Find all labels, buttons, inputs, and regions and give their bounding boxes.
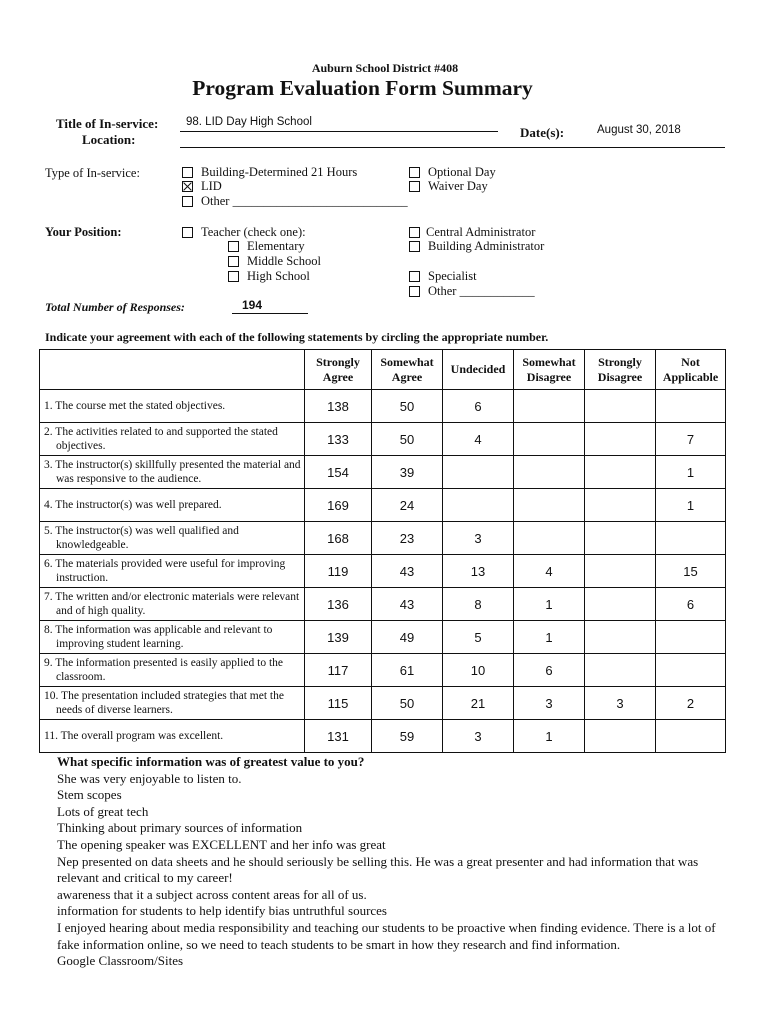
header-strongly-disagree: Strongly Disagree (585, 350, 656, 390)
page-title: Program Evaluation Form Summary (192, 76, 533, 100)
position-label: Your Position: (45, 225, 122, 239)
rating-cell: 7 (656, 423, 726, 456)
rating-cell: 2 (656, 687, 726, 720)
rating-cell: 6 (514, 654, 585, 687)
rating-cell (514, 423, 585, 456)
position-elementary-label: Elementary (247, 239, 305, 253)
rating-cell: 6 (443, 390, 514, 423)
rating-cell: 1 (514, 720, 585, 753)
table-row (40, 522, 726, 555)
table-row (40, 654, 726, 687)
rating-cell: 3 (585, 687, 656, 720)
responses-underline (232, 313, 308, 314)
rating-cell (443, 489, 514, 522)
rating-cell (656, 654, 726, 687)
position-central-label: Central Administrator (426, 225, 536, 239)
ratings-table (39, 349, 726, 753)
rating-cell (585, 654, 656, 687)
type-waiver-label: Waiver Day (428, 179, 488, 193)
type-label: Type of In-service: (45, 166, 140, 180)
header-somewhat-disagree: Somewhat Disagree (514, 350, 585, 390)
title-underline (180, 131, 498, 132)
rating-cell: 1 (656, 456, 726, 489)
responses-label: Total Number of Responses: (45, 300, 185, 314)
rating-cell: 3 (443, 720, 514, 753)
comment-item: awareness that it a subject across content areas for all of us. (57, 886, 367, 902)
comment-item: She was very enjoyable to listen to. (57, 770, 242, 786)
comment-item: Lots of great tech (57, 803, 149, 819)
table-row (40, 555, 726, 588)
rating-cell (585, 522, 656, 555)
comment-item: Google Classroom/Sites (57, 953, 184, 969)
rating-cell: 43 (372, 555, 443, 588)
rating-cell: 4 (443, 423, 514, 456)
rating-cell: 1 (514, 621, 585, 654)
comment-item: information for students to help identify bias untruthful sources (57, 903, 387, 919)
rating-cell: 115 (305, 687, 372, 720)
rating-cell: 8 (443, 588, 514, 621)
comment-item: Nep presented on data sheets and he should seriously be selling this. He was a great presenter and had information that was relevant and critical to my career! (57, 853, 699, 886)
responses-value: 194 (242, 298, 263, 312)
title-label: Title of In-service: (56, 116, 159, 131)
statement-cell: 11. The overall program was excellent. (40, 720, 305, 753)
rating-cell: 49 (372, 621, 443, 654)
instructions-text: Indicate your agreement with each of the following statements by circling the appropriate number. (45, 330, 549, 344)
rating-cell: 138 (305, 390, 372, 423)
position-specialist-label: Specialist (428, 269, 477, 283)
rating-cell: 133 (305, 423, 372, 456)
position-building-label: Building Administrator (428, 239, 545, 253)
rating-cell (585, 423, 656, 456)
rating-cell: 43 (372, 588, 443, 621)
rating-cell: 169 (305, 489, 372, 522)
statement-cell: 8. The information was applicable and relevant to improving student learning. (40, 621, 305, 654)
type-lid-checkbox[interactable] (182, 181, 193, 192)
dates-label: Date(s): (520, 125, 565, 140)
position-other-checkbox[interactable] (409, 286, 420, 297)
table-row (40, 720, 726, 753)
rating-cell (656, 390, 726, 423)
rating-cell: 21 (443, 687, 514, 720)
type-building-label: Building-Determined 21 Hours (201, 165, 358, 179)
type-waiver-checkbox[interactable] (409, 181, 420, 192)
dates-value: August 30, 2018 (597, 124, 681, 136)
rating-cell: 1 (514, 588, 585, 621)
rating-cell (514, 390, 585, 423)
header-statement (40, 350, 305, 390)
rating-cell: 10 (443, 654, 514, 687)
comments-section (57, 754, 737, 970)
position-building-checkbox[interactable] (409, 241, 420, 252)
rating-cell (656, 522, 726, 555)
comment-item: Stem scopes (57, 787, 122, 803)
statement-cell: 2. The activities related to and supported the stated objectives. (40, 423, 305, 456)
rating-cell: 59 (372, 720, 443, 753)
rating-cell: 4 (514, 555, 585, 588)
rating-cell: 117 (305, 654, 372, 687)
type-optional-label: Optional Day (428, 165, 496, 179)
statement-cell: 9. The information presented is easily applied to the classroom. (40, 654, 305, 687)
header-strongly-agree: Strongly Agree (305, 350, 372, 390)
rating-cell (585, 588, 656, 621)
type-other-checkbox[interactable] (182, 196, 193, 207)
rating-cell: 50 (372, 687, 443, 720)
table-header-row (40, 350, 726, 390)
rating-cell (585, 390, 656, 423)
rating-cell: 136 (305, 588, 372, 621)
table-row (40, 489, 726, 522)
statement-cell: 10. The presentation included strategies that met the needs of diverse learners. (40, 687, 305, 720)
type-optional-checkbox[interactable] (409, 167, 420, 178)
rating-cell: 1 (656, 489, 726, 522)
position-middle-checkbox[interactable] (228, 256, 239, 267)
rating-cell: 24 (372, 489, 443, 522)
comments-question: What specific information was of greatest value to you? (57, 754, 365, 769)
rating-cell: 139 (305, 621, 372, 654)
header-undecided: Undecided (443, 350, 514, 390)
table-row (40, 588, 726, 621)
statement-cell: 6. The materials provided were useful for improving instruction. (40, 555, 305, 588)
rating-cell (585, 489, 656, 522)
position-central-checkbox[interactable] (409, 227, 420, 238)
rating-cell: 6 (656, 588, 726, 621)
position-high-label: High School (247, 269, 310, 283)
table-row (40, 687, 726, 720)
rating-cell (656, 621, 726, 654)
statement-cell: 3. The instructor(s) skillfully presented the material and was responsive to the audience. (40, 456, 305, 489)
rating-cell (585, 555, 656, 588)
header-not-applicable: Not Applicable (656, 350, 726, 390)
header-somewhat-agree: Somewhat Agree (372, 350, 443, 390)
statement-cell: 1. The course met the stated objectives. (40, 390, 305, 423)
rating-cell (585, 456, 656, 489)
rating-cell: 3 (443, 522, 514, 555)
rating-cell: 168 (305, 522, 372, 555)
position-teacher-checkbox[interactable] (182, 227, 193, 238)
table-row (40, 456, 726, 489)
rating-cell: 39 (372, 456, 443, 489)
rating-cell: 50 (372, 390, 443, 423)
rating-cell: 3 (514, 687, 585, 720)
rating-cell: 61 (372, 654, 443, 687)
rating-cell (514, 522, 585, 555)
position-high-checkbox[interactable] (228, 271, 239, 282)
table-row (40, 621, 726, 654)
position-teacher-label: Teacher (check one): (201, 225, 306, 239)
rating-cell (656, 720, 726, 753)
rating-cell: 23 (372, 522, 443, 555)
type-other-label: Other ____________________________ (201, 194, 408, 208)
rating-cell (514, 489, 585, 522)
type-lid-label: LID (201, 179, 222, 193)
position-specialist-checkbox[interactable] (409, 271, 420, 282)
location-label: Location: (82, 132, 136, 147)
comment-item: I enjoyed hearing about media responsibility and teaching our students to be proactive when finding evidence. There is a lot of fake information online, so we need to teach students to be smart in how they research and find information. (57, 919, 716, 952)
position-middle-label: Middle School (247, 254, 321, 268)
table-row (40, 390, 726, 423)
comment-item: Thinking about primary sources of information (57, 820, 303, 836)
rating-cell: 154 (305, 456, 372, 489)
title-value: 98. LID Day High School (186, 116, 312, 128)
comments-list (57, 771, 737, 970)
rating-cell: 119 (305, 555, 372, 588)
statement-cell: 7. The written and/or electronic materials were relevant and of high quality. (40, 588, 305, 621)
rating-cell (443, 456, 514, 489)
location-underline (180, 147, 725, 148)
statement-cell: 4. The instructor(s) was well prepared. (40, 489, 305, 522)
rating-cell: 131 (305, 720, 372, 753)
rating-cell (585, 621, 656, 654)
position-elementary-checkbox[interactable] (228, 241, 239, 252)
rating-cell (585, 720, 656, 753)
statement-cell: 5. The instructor(s) was well qualified and knowledgeable. (40, 522, 305, 555)
rating-cell: 5 (443, 621, 514, 654)
position-other-label: Other ____________ (428, 284, 535, 298)
comment-item: The opening speaker was EXCELLENT and her info was great (57, 836, 386, 852)
table-row (40, 423, 726, 456)
rating-cell: 13 (443, 555, 514, 588)
rating-cell: 15 (656, 555, 726, 588)
type-building-checkbox[interactable] (182, 167, 193, 178)
rating-cell (514, 456, 585, 489)
rating-cell: 50 (372, 423, 443, 456)
district-name: Auburn School District #408 (311, 61, 459, 75)
